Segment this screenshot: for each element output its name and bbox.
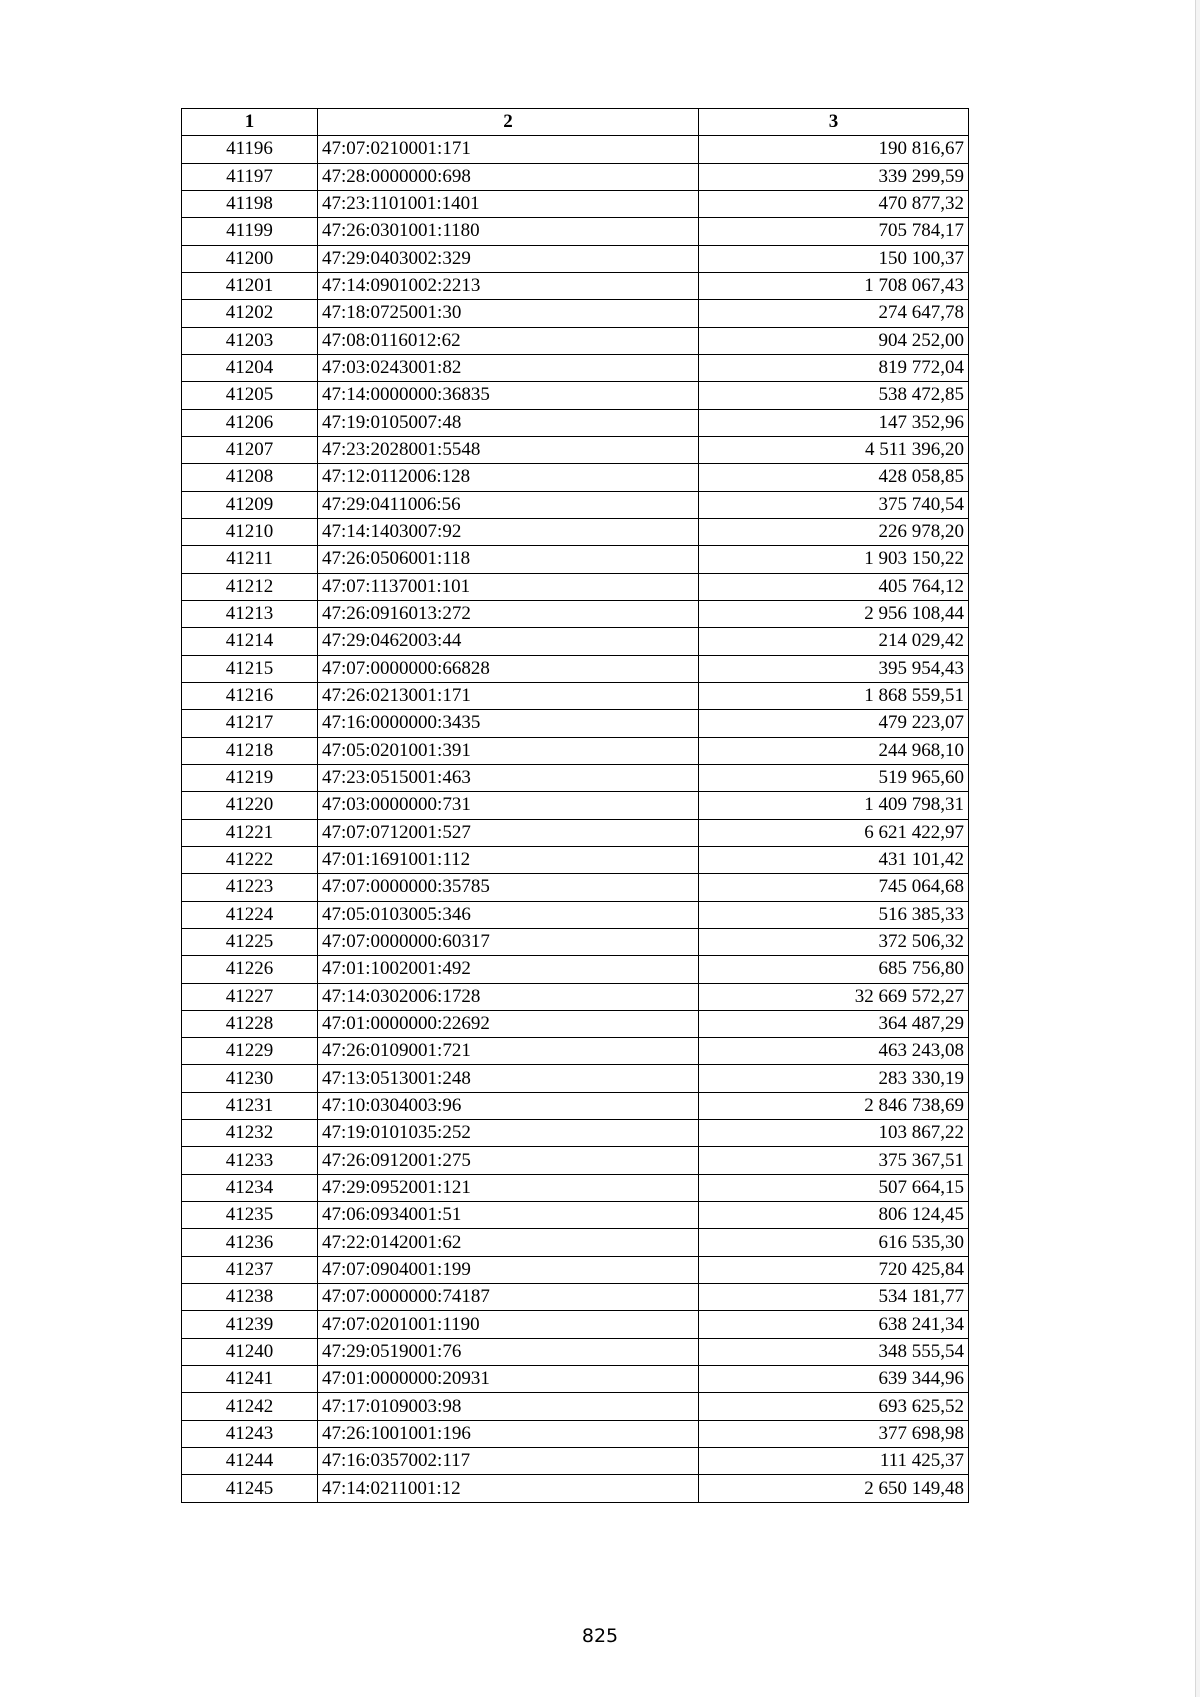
row-number-cell: 41230 bbox=[182, 1065, 318, 1092]
row-number-cell: 41201 bbox=[182, 272, 318, 299]
table-row bbox=[182, 190, 969, 217]
cadastral-number-cell: 47:16:0357002:117 bbox=[318, 1448, 699, 1475]
value-cell: 1 708 067,43 bbox=[699, 272, 969, 299]
cadastral-number-cell: 47:01:1002001:492 bbox=[318, 956, 699, 983]
table-row bbox=[182, 354, 969, 381]
value-cell: 819 772,04 bbox=[699, 354, 969, 381]
table-row bbox=[182, 1038, 969, 1065]
row-number-cell: 41196 bbox=[182, 136, 318, 163]
column-header-number: 1 bbox=[182, 109, 318, 136]
row-number-cell: 41221 bbox=[182, 819, 318, 846]
row-number-cell: 41233 bbox=[182, 1147, 318, 1174]
row-number-cell: 41225 bbox=[182, 928, 318, 955]
row-number-cell: 41219 bbox=[182, 764, 318, 791]
cadastral-number-cell: 47:23:1101001:1401 bbox=[318, 190, 699, 217]
cadastral-number-cell: 47:26:1001001:196 bbox=[318, 1420, 699, 1447]
value-cell: 1 409 798,31 bbox=[699, 792, 969, 819]
table-row bbox=[182, 1092, 969, 1119]
cadastral-number-cell: 47:08:0116012:62 bbox=[318, 327, 699, 354]
cadastral-number-cell: 47:23:2028001:5548 bbox=[318, 436, 699, 463]
table-row bbox=[182, 1174, 969, 1201]
value-cell: 463 243,08 bbox=[699, 1038, 969, 1065]
value-cell: 244 968,10 bbox=[699, 737, 969, 764]
row-number-cell: 41239 bbox=[182, 1311, 318, 1338]
table-row bbox=[182, 491, 969, 518]
cadastral-number-cell: 47:26:0301001:1180 bbox=[318, 218, 699, 245]
cadastral-number-cell: 47:07:0712001:527 bbox=[318, 819, 699, 846]
table-row bbox=[182, 1338, 969, 1365]
table-row bbox=[182, 272, 969, 299]
cadastral-number-cell: 47:01:1691001:112 bbox=[318, 846, 699, 873]
cadastral-number-cell: 47:28:0000000:698 bbox=[318, 163, 699, 190]
value-cell: 2 846 738,69 bbox=[699, 1092, 969, 1119]
value-cell: 904 252,00 bbox=[699, 327, 969, 354]
value-cell: 479 223,07 bbox=[699, 710, 969, 737]
value-cell: 190 816,67 bbox=[699, 136, 969, 163]
row-number-cell: 41241 bbox=[182, 1366, 318, 1393]
cadastral-number-cell: 47:12:0112006:128 bbox=[318, 464, 699, 491]
table-row bbox=[182, 628, 969, 655]
table-row bbox=[182, 327, 969, 354]
row-number-cell: 41210 bbox=[182, 518, 318, 545]
row-number-cell: 41244 bbox=[182, 1448, 318, 1475]
value-cell: 720 425,84 bbox=[699, 1256, 969, 1283]
row-number-cell: 41206 bbox=[182, 409, 318, 436]
value-cell: 685 756,80 bbox=[699, 956, 969, 983]
value-cell: 111 425,37 bbox=[699, 1448, 969, 1475]
table-row bbox=[182, 655, 969, 682]
value-cell: 405 764,12 bbox=[699, 573, 969, 600]
cadastral-number-cell: 47:18:0725001:30 bbox=[318, 300, 699, 327]
value-cell: 639 344,96 bbox=[699, 1366, 969, 1393]
value-cell: 516 385,33 bbox=[699, 901, 969, 928]
value-cell: 507 664,15 bbox=[699, 1174, 969, 1201]
cadastral-number-cell: 47:14:1403007:92 bbox=[318, 518, 699, 545]
row-number-cell: 41202 bbox=[182, 300, 318, 327]
value-cell: 470 877,32 bbox=[699, 190, 969, 217]
value-cell: 1 868 559,51 bbox=[699, 682, 969, 709]
table-row bbox=[182, 928, 969, 955]
value-cell: 4 511 396,20 bbox=[699, 436, 969, 463]
table-row bbox=[182, 163, 969, 190]
table-row bbox=[182, 710, 969, 737]
cadastral-number-cell: 47:07:0000000:66828 bbox=[318, 655, 699, 682]
value-cell: 534 181,77 bbox=[699, 1284, 969, 1311]
table-row bbox=[182, 819, 969, 846]
value-cell: 226 978,20 bbox=[699, 518, 969, 545]
page-right-edge bbox=[1195, 0, 1200, 1697]
cadastral-number-cell: 47:07:0210001:171 bbox=[318, 136, 699, 163]
column-header-cadastral-number: 2 bbox=[318, 109, 699, 136]
row-number-cell: 41224 bbox=[182, 901, 318, 928]
row-number-cell: 41222 bbox=[182, 846, 318, 873]
table-row bbox=[182, 1120, 969, 1147]
cadastral-number-cell: 47:07:0904001:199 bbox=[318, 1256, 699, 1283]
cadastral-number-cell: 47:26:0912001:275 bbox=[318, 1147, 699, 1174]
value-cell: 428 058,85 bbox=[699, 464, 969, 491]
table-row bbox=[182, 136, 969, 163]
value-cell: 375 367,51 bbox=[699, 1147, 969, 1174]
row-number-cell: 41243 bbox=[182, 1420, 318, 1447]
row-number-cell: 41207 bbox=[182, 436, 318, 463]
cadastral-number-cell: 47:06:0934001:51 bbox=[318, 1202, 699, 1229]
row-number-cell: 41220 bbox=[182, 792, 318, 819]
table-row bbox=[182, 518, 969, 545]
table-row bbox=[182, 436, 969, 463]
table-row bbox=[182, 409, 969, 436]
table-row bbox=[182, 1065, 969, 1092]
value-cell: 372 506,32 bbox=[699, 928, 969, 955]
value-cell: 214 029,42 bbox=[699, 628, 969, 655]
table-row bbox=[182, 600, 969, 627]
cadastral-value-table bbox=[181, 108, 969, 1503]
cadastral-number-cell: 47:01:0000000:22692 bbox=[318, 1010, 699, 1037]
value-cell: 806 124,45 bbox=[699, 1202, 969, 1229]
value-cell: 519 965,60 bbox=[699, 764, 969, 791]
row-number-cell: 41237 bbox=[182, 1256, 318, 1283]
row-number-cell: 41217 bbox=[182, 710, 318, 737]
row-number-cell: 41235 bbox=[182, 1202, 318, 1229]
row-number-cell: 41214 bbox=[182, 628, 318, 655]
cadastral-number-cell: 47:14:0000000:36835 bbox=[318, 382, 699, 409]
row-number-cell: 41200 bbox=[182, 245, 318, 272]
value-cell: 693 625,52 bbox=[699, 1393, 969, 1420]
table-row bbox=[182, 218, 969, 245]
value-cell: 283 330,19 bbox=[699, 1065, 969, 1092]
value-cell: 348 555,54 bbox=[699, 1338, 969, 1365]
value-cell: 147 352,96 bbox=[699, 409, 969, 436]
row-number-cell: 41231 bbox=[182, 1092, 318, 1119]
value-cell: 2 650 149,48 bbox=[699, 1475, 969, 1502]
cadastral-number-cell: 47:23:0515001:463 bbox=[318, 764, 699, 791]
row-number-cell: 41228 bbox=[182, 1010, 318, 1037]
row-number-cell: 41229 bbox=[182, 1038, 318, 1065]
cadastral-number-cell: 47:26:0506001:118 bbox=[318, 546, 699, 573]
cadastral-number-cell: 47:01:0000000:20931 bbox=[318, 1366, 699, 1393]
cadastral-number-cell: 47:14:0211001:12 bbox=[318, 1475, 699, 1502]
row-number-cell: 41199 bbox=[182, 218, 318, 245]
cadastral-number-cell: 47:07:1137001:101 bbox=[318, 573, 699, 600]
row-number-cell: 41234 bbox=[182, 1174, 318, 1201]
table-row bbox=[182, 682, 969, 709]
table-row bbox=[182, 573, 969, 600]
value-cell: 364 487,29 bbox=[699, 1010, 969, 1037]
cadastral-number-cell: 47:29:0411006:56 bbox=[318, 491, 699, 518]
row-number-cell: 41209 bbox=[182, 491, 318, 518]
cadastral-number-cell: 47:13:0513001:248 bbox=[318, 1065, 699, 1092]
row-number-cell: 41211 bbox=[182, 546, 318, 573]
table-row bbox=[182, 1366, 969, 1393]
cadastral-number-cell: 47:26:0213001:171 bbox=[318, 682, 699, 709]
value-cell: 395 954,43 bbox=[699, 655, 969, 682]
value-cell: 6 621 422,97 bbox=[699, 819, 969, 846]
table-row bbox=[182, 382, 969, 409]
table-row bbox=[182, 1475, 969, 1502]
cadastral-number-cell: 47:29:0519001:76 bbox=[318, 1338, 699, 1365]
table-row bbox=[182, 464, 969, 491]
table-body bbox=[182, 136, 969, 1502]
cadastral-number-cell: 47:16:0000000:3435 bbox=[318, 710, 699, 737]
row-number-cell: 41226 bbox=[182, 956, 318, 983]
table-row bbox=[182, 1147, 969, 1174]
row-number-cell: 41232 bbox=[182, 1120, 318, 1147]
cadastral-number-cell: 47:07:0000000:60317 bbox=[318, 928, 699, 955]
cadastral-number-cell: 47:03:0243001:82 bbox=[318, 354, 699, 381]
cadastral-number-cell: 47:17:0109003:98 bbox=[318, 1393, 699, 1420]
value-cell: 1 903 150,22 bbox=[699, 546, 969, 573]
row-number-cell: 41245 bbox=[182, 1475, 318, 1502]
cadastral-number-cell: 47:26:0916013:272 bbox=[318, 600, 699, 627]
row-number-cell: 41215 bbox=[182, 655, 318, 682]
cadastral-number-cell: 47:03:0000000:731 bbox=[318, 792, 699, 819]
value-cell: 150 100,37 bbox=[699, 245, 969, 272]
row-number-cell: 41198 bbox=[182, 190, 318, 217]
row-number-cell: 41236 bbox=[182, 1229, 318, 1256]
value-cell: 705 784,17 bbox=[699, 218, 969, 245]
value-cell: 103 867,22 bbox=[699, 1120, 969, 1147]
row-number-cell: 41208 bbox=[182, 464, 318, 491]
table-row bbox=[182, 983, 969, 1010]
cadastral-number-cell: 47:29:0403002:329 bbox=[318, 245, 699, 272]
cadastral-number-cell: 47:05:0103005:346 bbox=[318, 901, 699, 928]
table-row bbox=[182, 1284, 969, 1311]
value-cell: 32 669 572,27 bbox=[699, 983, 969, 1010]
value-cell: 638 241,34 bbox=[699, 1311, 969, 1338]
value-cell: 2 956 108,44 bbox=[699, 600, 969, 627]
table-row bbox=[182, 1311, 969, 1338]
value-cell: 377 698,98 bbox=[699, 1420, 969, 1447]
value-cell: 616 535,30 bbox=[699, 1229, 969, 1256]
row-number-cell: 41213 bbox=[182, 600, 318, 627]
table-header-row bbox=[182, 109, 969, 136]
value-cell: 538 472,85 bbox=[699, 382, 969, 409]
row-number-cell: 41227 bbox=[182, 983, 318, 1010]
cadastral-number-cell: 47:10:0304003:96 bbox=[318, 1092, 699, 1119]
table-row bbox=[182, 901, 969, 928]
value-cell: 745 064,68 bbox=[699, 874, 969, 901]
cadastral-number-cell: 47:14:0302006:1728 bbox=[318, 983, 699, 1010]
cadastral-number-cell: 47:19:0105007:48 bbox=[318, 409, 699, 436]
table-row bbox=[182, 245, 969, 272]
row-number-cell: 41197 bbox=[182, 163, 318, 190]
table-row bbox=[182, 764, 969, 791]
cadastral-number-cell: 47:14:0901002:2213 bbox=[318, 272, 699, 299]
page-number: 825 bbox=[581, 1625, 619, 1647]
value-cell: 339 299,59 bbox=[699, 163, 969, 190]
column-header-value: 3 bbox=[699, 109, 969, 136]
table-row bbox=[182, 956, 969, 983]
row-number-cell: 41218 bbox=[182, 737, 318, 764]
row-number-cell: 41212 bbox=[182, 573, 318, 600]
row-number-cell: 41216 bbox=[182, 682, 318, 709]
table-row bbox=[182, 1229, 969, 1256]
table-row bbox=[182, 1393, 969, 1420]
cadastral-number-cell: 47:19:0101035:252 bbox=[318, 1120, 699, 1147]
row-number-cell: 41238 bbox=[182, 1284, 318, 1311]
row-number-cell: 41242 bbox=[182, 1393, 318, 1420]
cadastral-number-cell: 47:22:0142001:62 bbox=[318, 1229, 699, 1256]
cadastral-number-cell: 47:07:0000000:35785 bbox=[318, 874, 699, 901]
table-row bbox=[182, 737, 969, 764]
value-cell: 431 101,42 bbox=[699, 846, 969, 873]
cadastral-number-cell: 47:05:0201001:391 bbox=[318, 737, 699, 764]
table-row bbox=[182, 1010, 969, 1037]
row-number-cell: 41223 bbox=[182, 874, 318, 901]
row-number-cell: 41203 bbox=[182, 327, 318, 354]
cadastral-number-cell: 47:29:0952001:121 bbox=[318, 1174, 699, 1201]
cadastral-number-cell: 47:07:0000000:74187 bbox=[318, 1284, 699, 1311]
row-number-cell: 41240 bbox=[182, 1338, 318, 1365]
row-number-cell: 41204 bbox=[182, 354, 318, 381]
table-row bbox=[182, 1448, 969, 1475]
table-row bbox=[182, 792, 969, 819]
table-row bbox=[182, 1420, 969, 1447]
row-number-cell: 41205 bbox=[182, 382, 318, 409]
table-row bbox=[182, 874, 969, 901]
value-cell: 375 740,54 bbox=[699, 491, 969, 518]
table-row bbox=[182, 1202, 969, 1229]
table-row bbox=[182, 846, 969, 873]
value-cell: 274 647,78 bbox=[699, 300, 969, 327]
cadastral-number-cell: 47:07:0201001:1190 bbox=[318, 1311, 699, 1338]
table-row bbox=[182, 546, 969, 573]
cadastral-number-cell: 47:26:0109001:721 bbox=[318, 1038, 699, 1065]
cadastral-number-cell: 47:29:0462003:44 bbox=[318, 628, 699, 655]
table-row bbox=[182, 1256, 969, 1283]
table-row bbox=[182, 300, 969, 327]
